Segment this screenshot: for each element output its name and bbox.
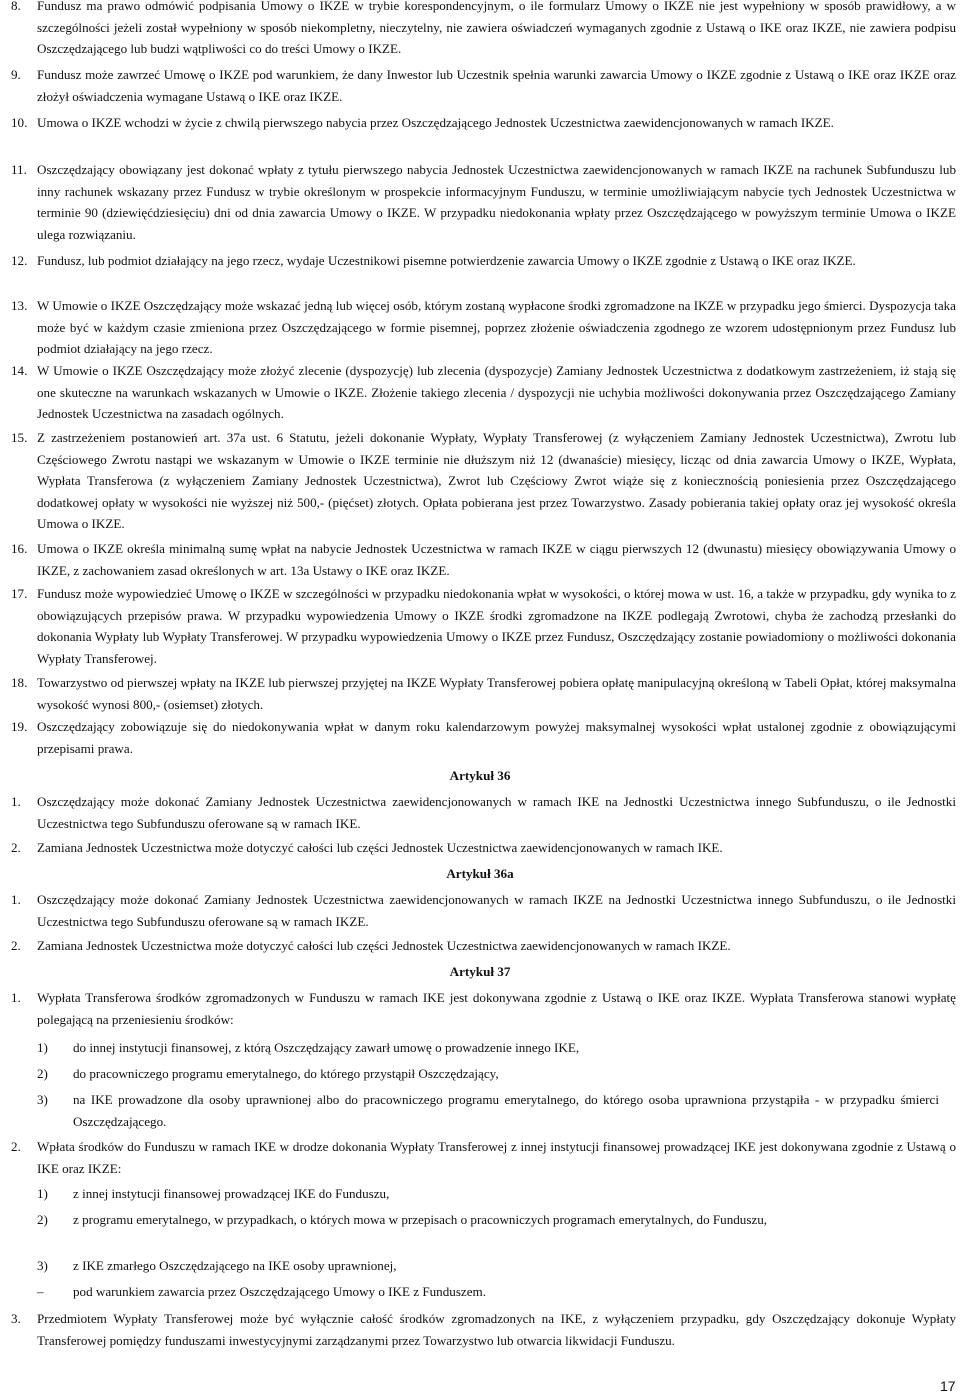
list-item-text: z innej instytucji finansowej prowadzącej IKE do Funduszu, — [73, 1186, 390, 1201]
paragraph-text: Zamiana Jednostek Uczestnictwa może dotyczyć całości lub części Jednostek Uczestnictwa zaewidencjonowanych w ramach IKE. — [37, 840, 723, 855]
list-item-text: do pracowniczego programu emerytalnego, do którego przystąpił Oszczędzający, — [73, 1066, 499, 1081]
list-item-text: z programu emerytalnego, w przypadkach, o których mowa w przepisach o pracowniczych programach emerytalnych, do Funduszu, — [73, 1212, 768, 1227]
paragraph-number: 16. — [11, 541, 28, 556]
paragraph-number: 12. — [11, 253, 28, 268]
paragraph-number: 9. — [11, 67, 21, 82]
paragraph-9 — [11, 64, 956, 107]
paragraph-14 — [11, 360, 956, 425]
article-37-paragraph-1 — [11, 987, 956, 1030]
paragraph-text: Fundusz może zawrzeć Umowę o IKZE pod warunkiem, że dany Inwestor lub Uczestnik spełnia warunki zawarcia Umowy o IKZE zgodnie z Ustawą o IKE oraz IKZE oraz złożył oświadczenia wymagane Ustawą o IKE oraz IKZE. — [37, 67, 956, 104]
article-37-paragraph-3 — [11, 1308, 956, 1351]
paragraph-text: Zamiana Jednostek Uczestnictwa może dotyczyć całości lub części Jednostek Uczestnictwa zaewidencjonowanych w ramach IKZE. — [37, 938, 731, 953]
paragraph-text: Umowa o IKZE wchodzi w życie z chwilą pierwszego nabycia przez Oszczędzającego Jednostek Uczestnictwa zaewidencjonowanych w ramach IKZE. — [37, 115, 834, 130]
paragraph-11 — [11, 159, 956, 245]
paragraph-text: Wypłata Transferowa środków zgromadzonych w Funduszu w ramach IKE jest dokonywana zgodnie z Ustawą o IKE oraz IKZE. Wypłata Transferowa stanowi wypłatę polegającą na przeniesieniu środków: — [37, 990, 956, 1027]
list-item-number: 1) — [37, 1186, 48, 1201]
paragraph-number: 17. — [11, 586, 28, 601]
list-item-number: 3) — [37, 1258, 48, 1273]
paragraph-number: 1. — [11, 990, 21, 1005]
list-item-dash: – — [37, 1284, 44, 1299]
list-item-number: 3) — [37, 1092, 48, 1107]
paragraph-text: W Umowie o IKZE Oszczędzający może wskazać jedną lub więcej osób, którym zostaną wypłacone środki zgromadzone na IKZE w przypadku jego śmierci. Dyspozycja taka może być w każdym czasie zmieniona przez Oszczędzającego w formie pisemnej, poprzez złożenie oświadczenia zgodnego ze wzorem udostępnionym przez Fundusz lub podmiot działający na jego rzecz. — [37, 298, 956, 357]
paragraph-text: Fundusz może wypowiedzieć Umowę o IKZE w szczególności w przypadku niedokonania wpłat w wysokości, o której mowa w ust. 16, a także w przypadku, gdy wynika to z obowiązujących przepisów prawa. W przypadku wypowiedzenia Umowy o IKZE środki zgromadzone na IKZE podlegają Zwrotowi, chyba że zachodzą przesłanki do dokonania Wypłaty lub Wypłaty Transferowej. W przypadku wypowiedzenia Umowy o IKZE przez Fundusz, Oszczędzający zostanie powiadomiony o możliwości dokonania Wypłaty Transferowej. — [37, 586, 956, 666]
paragraph-number: 3. — [11, 1311, 21, 1326]
article-heading: Artykuł 37 — [449, 964, 511, 979]
article-37-paragraph-2 — [11, 1136, 956, 1179]
list-item-text: na IKE prowadzone dla osoby uprawnionej albo do pracowniczego programu emerytalnego, do którego osoba uprawniona przystąpiła - w przypadku śmierci Oszczędzającego. — [73, 1092, 939, 1129]
list-item-text: pod warunkiem zawarcia przez Oszczędzającego Umowy o IKE z Funduszem. — [73, 1284, 487, 1299]
paragraph-number: 10. — [11, 115, 28, 130]
list-item-text: do innej instytucji finansowej, z którą Oszczędzający zawarł umowę o prowadzenie innego IKE, — [73, 1040, 580, 1055]
list-item — [37, 1281, 939, 1303]
article-36a-paragraph-2 — [11, 935, 956, 957]
paragraph-number: 13. — [11, 298, 28, 313]
paragraph-text: Fundusz ma prawo odmówić podpisania Umowy o IKZE w trybie korespondencyjnym, o ile formularz Umowy o IKZE nie jest wypełniony w sposób prawidłowy, a w szczególności jeżeli został wypełniony w sposób niekompletny, nieczytelny, nie zawiera oświadczeń wymaganych zgodnie z Ustawą o IKE oraz IKZE, nie zawiera podpisu Oszczędzającego lub budzi wątpliwości co do treści Umowy o IKZE. — [37, 0, 956, 57]
paragraph-text: Oszczędzający może dokonać Zamiany Jednostek Uczestnictwa zaewidencjonowanych w ramach IKZE na Jednostki Uczestnictwa innego Subfunduszu, o ile Jednostki Uczestnictwa tego Subfunduszu oferowane są w ramach IKZE. — [37, 892, 956, 929]
paragraph-number: 2. — [11, 840, 21, 855]
list-item — [37, 1183, 939, 1205]
paragraph-text: Z zastrzeżeniem postanowień art. 37a ust. 6 Statutu, jeżeli dokonanie Wypłaty, Wypłaty Transferowej (z wyłączeniem Zamiany Jednostek Uczestnictwa), Zwrotu lub Częściowego Zwrotu nastąpi we wskazanym w Umowie o IKZE terminie nie dłuższym niż 12 (dwanaście) miesięcy, licząc od dnia zawarcia Umowy o IKZE, Wypłata, Wypłata Transferowa (z wyłączeniem Zamiany Jednostek Uczestnictwa), Zwrot lub Częściowy Zwrot wiąże się z koniecznością poniesienia przez Oszczędzającego dodatkowej opłaty w wysokości nie wyższej niż 500,- (pięćset) złotych. Opłata pobierana jest przez Towarzystwo. Zasady pobierania takiej opłaty oraz jej wysokość określa Umowa o IKZE. — [37, 430, 956, 532]
paragraph-16 — [11, 538, 956, 581]
paragraph-number: 11. — [11, 162, 27, 177]
article-heading: Artykuł 36 — [449, 768, 511, 783]
paragraph-text: Umowa o IKZE określa minimalną sumę wpłat na nabycie Jednostek Uczestnictwa w ramach IKZE w ciągu pierwszych 12 (dwunastu) miesięcy obowiązywania Umowy o IKZE, z zachowaniem zasad określonych w art. 13a Ustawy o IKE oraz IKZE. — [37, 541, 956, 578]
list-item-text: z IKE zmarłego Oszczędzającego na IKE osoby uprawnionej, — [73, 1258, 397, 1273]
list-item — [37, 1255, 939, 1277]
list-item-number: 1) — [37, 1040, 48, 1055]
list-item — [37, 1037, 939, 1059]
paragraph-10 — [11, 112, 956, 134]
article-36-paragraph-1 — [11, 791, 956, 834]
paragraph-number: 8. — [11, 0, 21, 13]
article-heading: Artykuł 36a — [446, 866, 514, 881]
paragraph-number: 19. — [11, 719, 28, 734]
paragraph-12 — [11, 250, 956, 272]
paragraph-number: 15. — [11, 430, 28, 445]
paragraph-18 — [11, 672, 956, 715]
list-item — [37, 1209, 939, 1231]
paragraph-text: Oszczędzający zobowiązuje się do niedokonywania wpłat w danym roku kalendarzowym powyżej maksymalnej wysokości wpłat ustalonej zgodnie z obowiązującymi przepisami prawa. — [37, 719, 956, 756]
paragraph-17 — [11, 583, 956, 669]
paragraph-number: 1. — [11, 892, 21, 907]
paragraph-text: Oszczędzający obowiązany jest dokonać wpłaty z tytułu pierwszego nabycia Jednostek Uczestnictwa zaewidencjonowanych w ramach IKZE na rachunek Subfunduszu lub inny rachunek wskazany przez Fundusz w trybie określonym w prospekcie informacyjnym Funduszu, w terminie umożliwiającym nabycie tych Jednostek Uczestnictwa w terminie 90 (dziewięćdziesięciu) dni od dnia zawarcia Umowy o IKZE. W przypadku niedokonania wpłaty przez Oszczędzającego w powyższym terminie Umowa o IKZE ulega rozwiązaniu. — [37, 162, 956, 242]
paragraph-text: Wpłata środków do Funduszu w ramach IKE w drodze dokonania Wypłaty Transferowej z innej instytucji finansowej prowadzącej IKE jest dokonywana zgodnie z Ustawą o IKE oraz IKZE: — [37, 1139, 956, 1176]
paragraph-text: Fundusz, lub podmiot działający na jego rzecz, wydaje Uczestnikowi pisemne potwierdzenie zawarcia Umowy o IKZE zgodnie z Ustawą o IKE oraz IKZE. — [37, 253, 856, 268]
article-36a-paragraph-1 — [11, 889, 956, 932]
paragraph-text: Oszczędzający może dokonać Zamiany Jednostek Uczestnictwa zaewidencjonowanych w ramach IKE na Jednostki Uczestnictwa innego Subfunduszu, o ile Jednostki Uczestnictwa tego Subfunduszu oferowane są w ramach IKE. — [37, 794, 956, 831]
paragraph-number: 14. — [11, 363, 28, 378]
list-item-number: 2) — [37, 1066, 48, 1081]
paragraph-number: 18. — [11, 675, 28, 690]
list-item-number: 2) — [37, 1212, 48, 1227]
paragraph-8 — [11, 0, 956, 60]
paragraph-number: 2. — [11, 938, 21, 953]
paragraph-text: Towarzystwo od pierwszej wpłaty na IKZE lub pierwszej przyjętej na IKZE Wypłaty Transferowej pobiera opłatę manipulacyjną określoną w Tabeli Opłat, której maksymalna wysokość wynosi 800,- (osiemset) złotych. — [37, 675, 956, 712]
paragraph-text: Przedmiotem Wypłaty Transferowej może być wyłącznie całość środków zgromadzonych na IKE, z wyłączeniem przypadku, gdy Oszczędzający dokonuje Wypłaty Transferowej pomiędzy funduszami inwestycyjnymi zarządzanymi przez Towarzystwo lub otwarcia likwidacji Funduszu. — [37, 1311, 956, 1348]
list-item — [37, 1089, 939, 1132]
paragraph-number: 2. — [11, 1139, 21, 1154]
page-number: 17 — [940, 1378, 956, 1394]
article-36-paragraph-2 — [11, 837, 956, 859]
paragraph-number: 1. — [11, 794, 21, 809]
paragraph-19 — [11, 716, 956, 759]
paragraph-text: W Umowie o IKZE Oszczędzający może złożyć zlecenie (dyspozycję) lub zlecenia (dyspozycje) Zamiany Jednostek Uczestnictwa z dodatkowym zastrzeżeniem, iż stają się one skuteczne na warunkach wskazanych w Umowie o IKZE. Złożenie takiego zlecenia / dyspozycji nie uchybia możliwości dokonywania przez Oszczędzającego Zamiany Jednostek Uczestnictwa na zasadach ogólnych. — [37, 363, 956, 422]
paragraph-13 — [11, 295, 956, 360]
paragraph-15 — [11, 427, 956, 535]
list-item — [37, 1063, 939, 1085]
